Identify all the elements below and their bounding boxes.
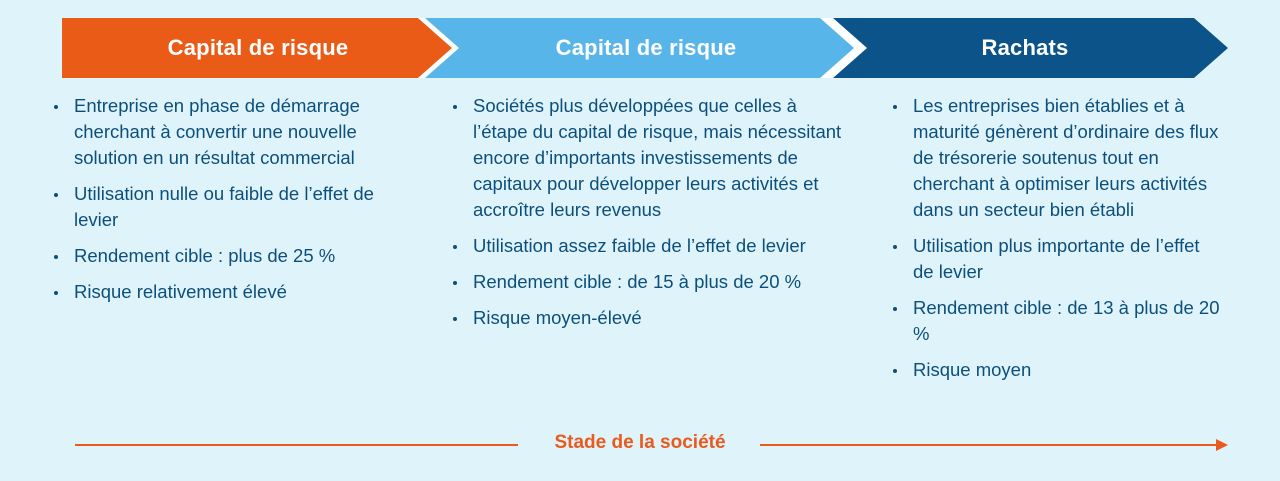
bullet-item: Risque moyen-élevé <box>451 305 846 331</box>
stage-2-title: Capital de risque <box>555 35 737 60</box>
bullet-item: Risque moyen <box>891 357 1221 383</box>
bullet-item: Risque relativement élevé <box>52 279 407 305</box>
stage-3-title: Rachats <box>981 35 1069 60</box>
bullet-item: Sociétés plus développées que celles à l’étape du capital de risque, mais nécessitant encore d’importants investissements de capitaux pour développer leurs activités et accroître leurs revenus <box>451 93 846 223</box>
bullet-item: Rendement cible : plus de 25 % <box>52 243 407 269</box>
stage-1-title: Capital de risque <box>167 35 349 60</box>
bullet-item: Utilisation plus importante de l’effet de levier <box>891 233 1221 285</box>
bullet-item: Rendement cible : de 15 à plus de 20 % <box>451 269 846 295</box>
bullet-item: Les entreprises bien établies et à maturité génèrent d’ordinaire des flux de trésorerie soutenus tout en cherchant à optimiser leurs activités dans un secteur bien établi <box>891 93 1221 223</box>
stage-2-bullets <box>451 93 846 341</box>
bullet-item: Entreprise en phase de démarrage cherchant à convertir une nouvelle solution en un résultat commercial <box>52 93 407 171</box>
bullet-item: Rendement cible : de 13 à plus de 20 % <box>891 295 1221 347</box>
stage-1-bullets <box>52 93 407 315</box>
arrow-head-icon <box>1216 439 1228 451</box>
bullet-item: Utilisation nulle ou faible de l’effet de levier <box>52 181 407 233</box>
timeline-label: Stade de la société <box>554 432 726 453</box>
bullet-item: Utilisation assez faible de l’effet de levier <box>451 233 846 259</box>
stage-3-bullets <box>891 93 1221 393</box>
